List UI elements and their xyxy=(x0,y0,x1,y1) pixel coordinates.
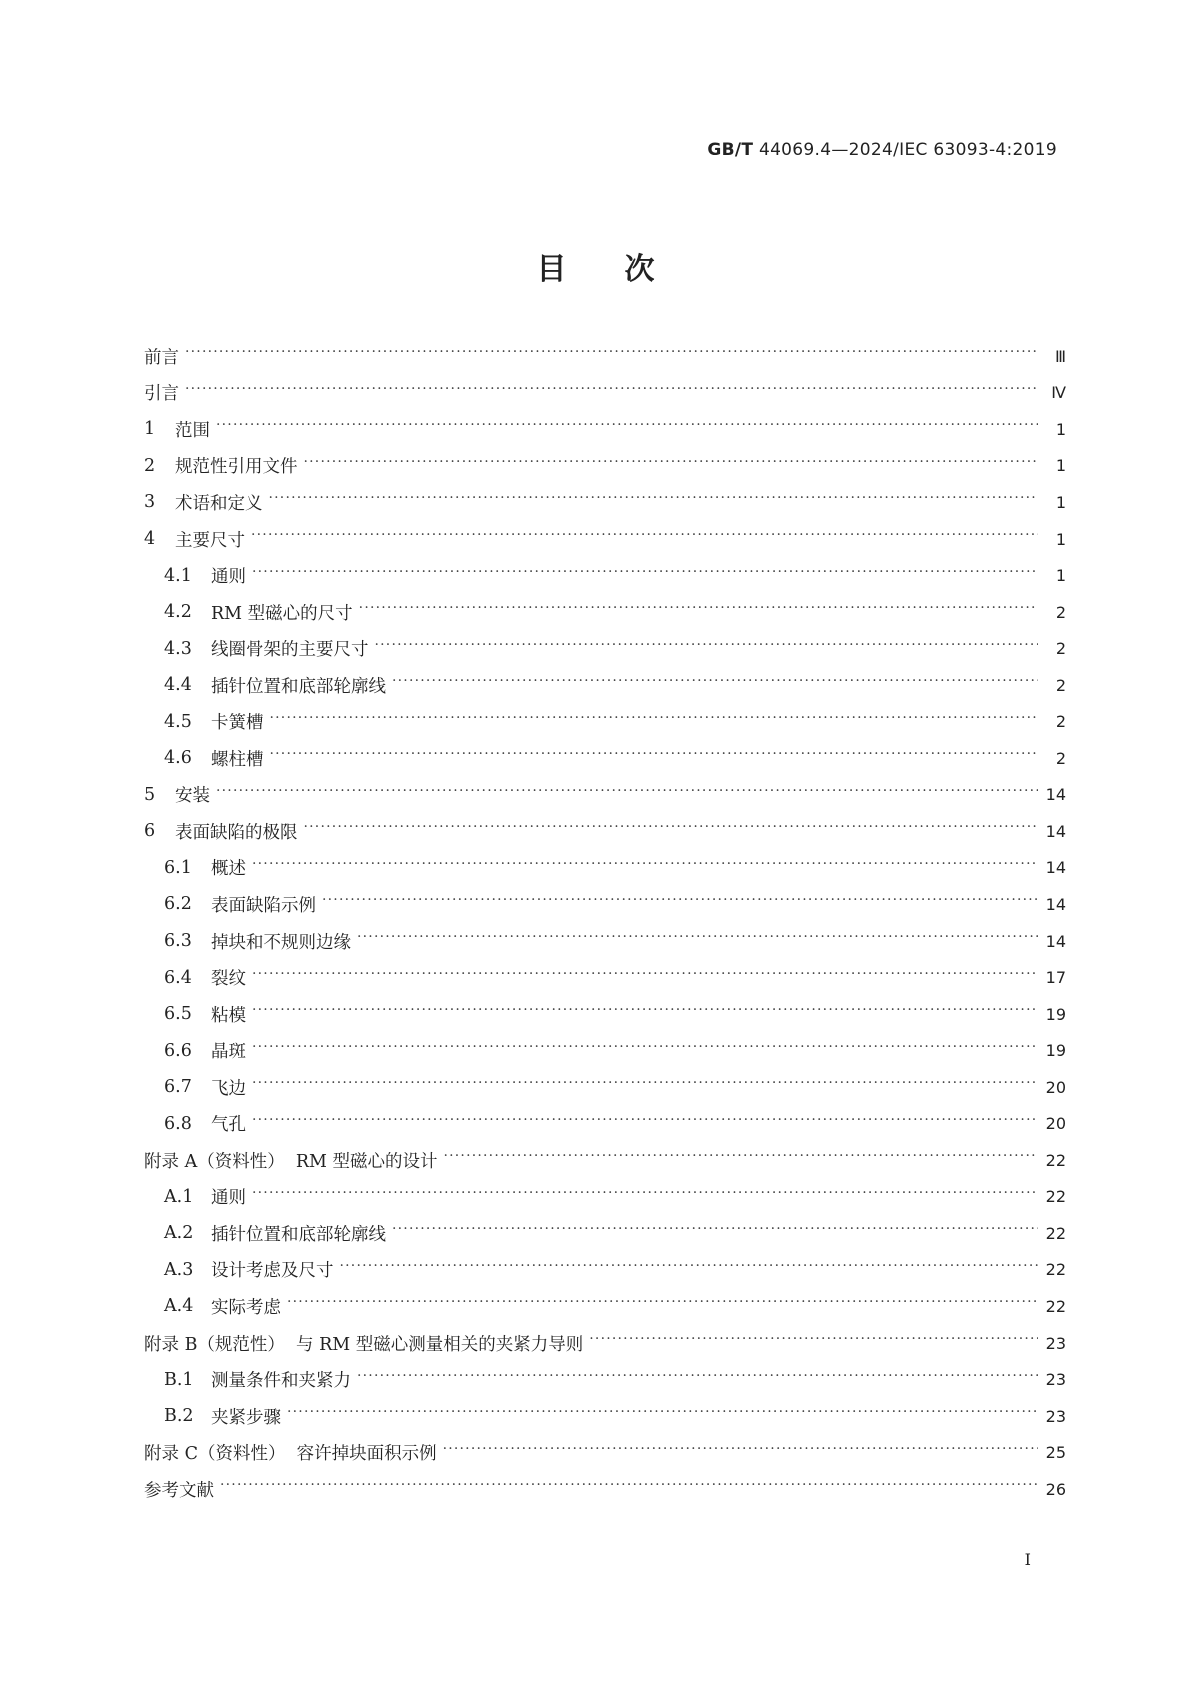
dot-leader xyxy=(252,1118,1038,1130)
table-of-contents xyxy=(144,338,1066,1508)
dot-leader xyxy=(340,1264,1039,1276)
toc-entry-page: 14 xyxy=(1045,858,1066,878)
dot-leader xyxy=(270,752,1039,764)
dot-leader xyxy=(392,1227,1038,1239)
toc-entry-number: 3 xyxy=(144,492,156,513)
toc-entry-title: 粘模 xyxy=(211,1005,246,1026)
toc-entry-number: 6.5 xyxy=(164,1004,192,1025)
toc-entry-title: 附录 C（资料性） 容许掉块面积示例 xyxy=(144,1444,437,1465)
toc-entry-title: 范围 xyxy=(175,420,210,441)
toc-entry-title: 卡簧槽 xyxy=(211,713,264,734)
dot-leader xyxy=(322,898,1038,910)
toc-entry-title: 设计考虑及尺寸 xyxy=(211,1261,334,1282)
dot-leader xyxy=(216,423,1038,435)
toc-entry-number: 4 xyxy=(144,529,156,549)
toc-entry-title: RM 型磁心的尺寸 xyxy=(211,603,353,624)
toc-entry-number: B.1 xyxy=(164,1369,194,1390)
toc-entry-title: 附录 A（资料性） RM 型磁心的设计 xyxy=(144,1151,438,1172)
dot-leader xyxy=(216,789,1038,801)
toc-entry-number: A.3 xyxy=(164,1259,194,1280)
toc-entry[interactable] xyxy=(144,594,1066,631)
toc-entry-page: Ⅳ xyxy=(1051,383,1066,403)
toc-entry-title: 掉块和不规则边缘 xyxy=(211,932,351,953)
toc-entry[interactable] xyxy=(144,521,1066,558)
toc-entry-title: 引言 xyxy=(144,384,179,405)
toc-entry-page: 2 xyxy=(1055,675,1066,695)
toc-entry-number: 6.7 xyxy=(164,1077,192,1098)
toc-entry-page: 22 xyxy=(1045,1296,1066,1316)
dot-leader xyxy=(357,935,1038,947)
toc-entry[interactable] xyxy=(144,1361,1066,1398)
toc-entry-number: 6.3 xyxy=(164,931,192,952)
dot-leader xyxy=(251,533,1038,545)
toc-entry-title: 气孔 xyxy=(211,1115,246,1136)
dot-leader xyxy=(252,862,1038,874)
toc-entry[interactable] xyxy=(144,557,1066,594)
dot-leader xyxy=(443,1447,1038,1459)
toc-entry-page: 2 xyxy=(1055,712,1066,732)
toc-entry-page: 23 xyxy=(1045,1333,1066,1353)
toc-entry-title: 飞边 xyxy=(211,1078,246,1099)
toc-entry-title: 夹紧步骤 xyxy=(211,1407,281,1428)
toc-entry-number: 4.3 xyxy=(164,638,192,659)
dot-leader xyxy=(287,1410,1038,1422)
toc-entry-title: 晶斑 xyxy=(211,1042,246,1063)
dot-leader xyxy=(252,1045,1038,1057)
toc-entry-page: Ⅲ xyxy=(1054,346,1066,366)
toc-entry-page: 19 xyxy=(1045,1004,1066,1024)
toc-entry-page: 2 xyxy=(1055,639,1066,659)
toc-entry-number: 6 xyxy=(144,821,156,842)
toc-entry-number: 4.4 xyxy=(164,675,192,696)
toc-entry-page: 1 xyxy=(1055,566,1066,586)
toc-entry[interactable] xyxy=(144,996,1066,1033)
toc-entry-page: 23 xyxy=(1045,1406,1066,1426)
toc-entry-page: 14 xyxy=(1045,894,1066,914)
dot-leader xyxy=(252,570,1038,582)
toc-entry[interactable] xyxy=(144,411,1066,448)
toc-entry-page: 14 xyxy=(1045,785,1066,805)
toc-entry-title: 表面缺陷示例 xyxy=(211,895,316,916)
dot-leader xyxy=(357,1374,1038,1386)
toc-entry-number: 6.2 xyxy=(164,894,192,915)
toc-entry-title: 规范性引用文件 xyxy=(175,457,298,478)
toc-entry-number: B.2 xyxy=(164,1406,194,1427)
dot-leader xyxy=(287,1300,1038,1312)
toc-entry[interactable] xyxy=(144,1252,1066,1289)
toc-entry-number: 1 xyxy=(144,419,156,440)
toc-entry-page: 22 xyxy=(1045,1260,1066,1280)
toc-entry[interactable] xyxy=(144,1105,1066,1142)
dot-leader xyxy=(220,1483,1038,1495)
toc-entry[interactable] xyxy=(144,1288,1066,1325)
toc-entry-title: 插针位置和底部轮廓线 xyxy=(211,1224,386,1245)
toc-entry-title: 附录 B（规范性） 与 RM 型磁心测量相关的夹紧力导则 xyxy=(144,1334,584,1355)
toc-entry[interactable] xyxy=(144,1142,1066,1179)
dot-leader xyxy=(304,825,1039,837)
toc-entry-title: 安装 xyxy=(175,786,210,807)
toc-entry-page: 22 xyxy=(1045,1150,1066,1170)
toc-entry-title: 实际考虑 xyxy=(211,1297,281,1318)
standard-number xyxy=(707,140,1057,160)
toc-entry-number: 6.1 xyxy=(164,857,192,878)
toc-entry-page: 1 xyxy=(1055,529,1066,549)
dot-leader xyxy=(270,716,1039,728)
toc-entry-page: 1 xyxy=(1055,456,1066,476)
toc-entry-number: A.1 xyxy=(164,1186,194,1207)
toc-entry-title: 通则 xyxy=(211,1188,246,1209)
toc-entry[interactable] xyxy=(144,338,1066,375)
toc-entry[interactable] xyxy=(144,740,1066,777)
toc-entry-number: 4.1 xyxy=(164,565,192,586)
toc-entry-number: 5 xyxy=(144,784,156,805)
toc-entry-page: 14 xyxy=(1045,821,1066,841)
toc-entry-number: 4.2 xyxy=(164,602,192,623)
dot-leader xyxy=(304,460,1039,472)
toc-entry-number: 6.8 xyxy=(164,1113,192,1134)
toc-entry-page: 25 xyxy=(1045,1443,1066,1463)
toc-entry-title: 参考文献 xyxy=(144,1480,214,1501)
toc-entry[interactable] xyxy=(144,1471,1066,1508)
toc-entry-page: 20 xyxy=(1045,1077,1066,1097)
dot-leader xyxy=(443,1154,1038,1166)
toc-entry[interactable] xyxy=(144,850,1066,887)
toc-entry[interactable] xyxy=(144,630,1066,667)
page-title: 目次 xyxy=(536,252,713,287)
toc-entry[interactable] xyxy=(144,703,1066,740)
toc-entry[interactable] xyxy=(144,1398,1066,1435)
dot-leader xyxy=(392,679,1038,691)
toc-entry[interactable] xyxy=(144,1215,1066,1252)
toc-entry[interactable] xyxy=(144,375,1066,412)
toc-entry-number: A.2 xyxy=(164,1223,194,1244)
toc-entry-page: 2 xyxy=(1055,748,1066,768)
toc-entry-page: 17 xyxy=(1045,968,1066,988)
dot-leader xyxy=(359,606,1038,618)
toc-entry-page: 20 xyxy=(1045,1114,1066,1134)
dot-leader xyxy=(252,1191,1038,1203)
toc-entry-page: 19 xyxy=(1045,1041,1066,1061)
toc-entry-number: 4.5 xyxy=(164,711,192,732)
toc-entry-title: 线圈骨架的主要尺寸 xyxy=(211,640,369,661)
toc-entry-title: 裂纹 xyxy=(211,969,246,990)
dot-leader xyxy=(375,643,1039,655)
toc-entry-title: 概述 xyxy=(211,859,246,880)
standard-code: 44069.4—2024/IEC 63093-4:2019 xyxy=(753,140,1057,160)
toc-entry-page: 22 xyxy=(1045,1187,1066,1207)
toc-entry[interactable] xyxy=(144,1069,1066,1106)
dot-leader xyxy=(252,1008,1038,1020)
toc-entry[interactable] xyxy=(144,448,1066,485)
toc-entry-title: 术语和定义 xyxy=(175,493,263,514)
toc-entry-number: 4.6 xyxy=(164,748,192,769)
toc-entry[interactable] xyxy=(144,667,1066,704)
standard-prefix: GB/T xyxy=(707,140,754,160)
toc-entry-title: 前言 xyxy=(144,347,179,368)
toc-entry-number: A.4 xyxy=(164,1296,194,1317)
dot-leader xyxy=(252,972,1038,984)
toc-entry-title: 通则 xyxy=(211,567,246,588)
toc-entry-title: 螺柱槽 xyxy=(211,749,264,770)
dot-leader xyxy=(252,1081,1038,1093)
toc-entry-title: 测量条件和夹紧力 xyxy=(211,1371,351,1392)
toc-entry-title: 主要尺寸 xyxy=(175,530,245,551)
dot-leader xyxy=(589,1337,1038,1349)
toc-entry[interactable] xyxy=(144,923,1066,960)
toc-entry[interactable] xyxy=(144,1325,1066,1362)
toc-entry-page: 26 xyxy=(1045,1479,1066,1499)
toc-entry-number: 6.4 xyxy=(164,967,192,988)
toc-entry[interactable] xyxy=(144,813,1066,850)
toc-entry-title: 表面缺陷的极限 xyxy=(175,822,298,843)
dot-leader xyxy=(269,496,1039,508)
toc-entry[interactable] xyxy=(144,1434,1066,1471)
toc-entry[interactable] xyxy=(144,1179,1066,1216)
toc-entry-title: 插针位置和底部轮廓线 xyxy=(211,676,386,697)
dot-leader xyxy=(185,350,1038,362)
toc-entry-page: 23 xyxy=(1045,1370,1066,1390)
toc-entry-page: 14 xyxy=(1045,931,1066,951)
toc-entry[interactable] xyxy=(144,484,1066,521)
toc-entry-page: 22 xyxy=(1045,1223,1066,1243)
toc-entry[interactable] xyxy=(144,886,1066,923)
toc-entry-number: 2 xyxy=(144,455,156,476)
toc-entry[interactable] xyxy=(144,959,1066,996)
toc-entry-page: 1 xyxy=(1055,492,1066,512)
page-number: I xyxy=(1024,1550,1031,1569)
toc-entry-page: 2 xyxy=(1055,602,1066,622)
toc-entry-number: 6.6 xyxy=(164,1040,192,1061)
toc-entry-page: 1 xyxy=(1055,419,1066,439)
dot-leader xyxy=(185,387,1038,399)
toc-entry[interactable] xyxy=(144,777,1066,814)
toc-entry[interactable] xyxy=(144,1032,1066,1069)
